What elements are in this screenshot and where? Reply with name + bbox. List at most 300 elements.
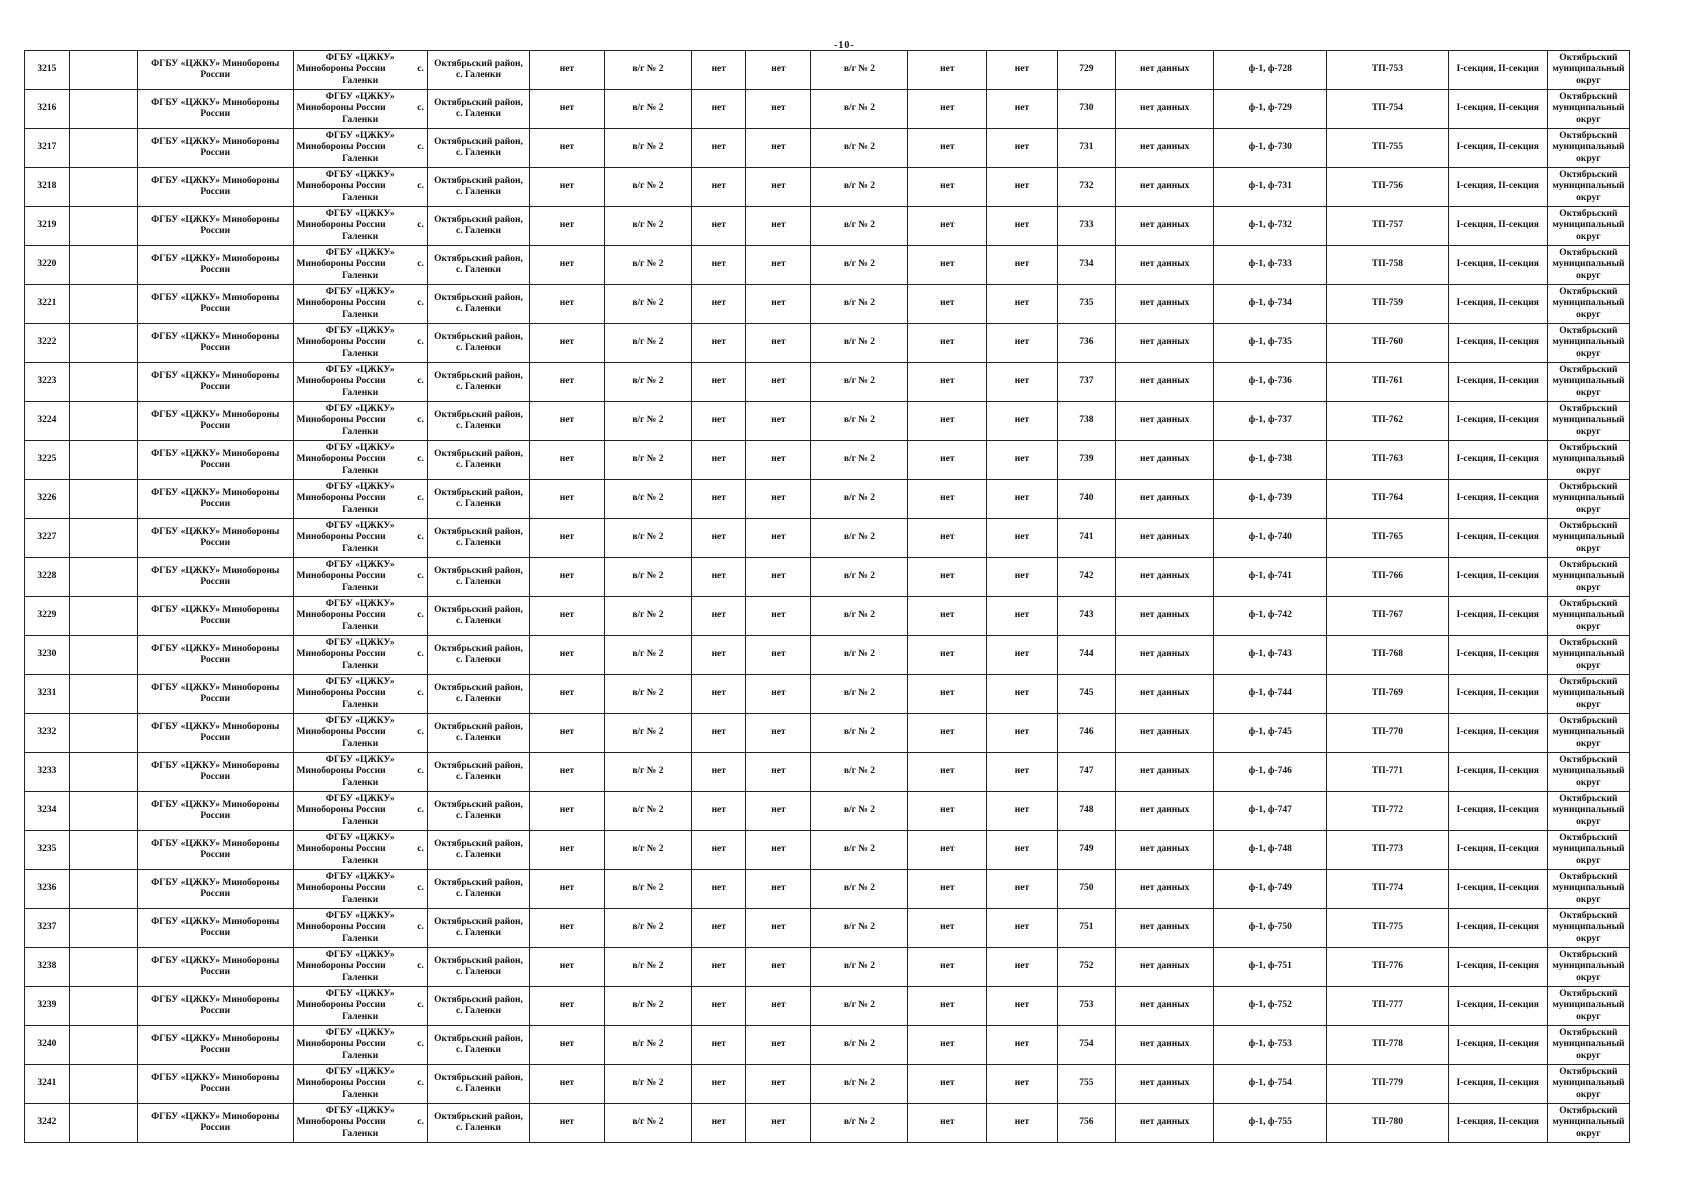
value-cell-8: нет [692, 714, 746, 753]
value-cell-11: нет [908, 987, 987, 1026]
value-cell-9: нет [746, 285, 811, 324]
owner-location-line3: Галенки [342, 153, 379, 164]
value-cell-8: нет [692, 480, 746, 519]
municipality-cell: Октябрьский муниципальный округ [1547, 519, 1629, 558]
owner-location-org: Минобороны России [296, 142, 386, 153]
value-cell-6: нет [530, 675, 605, 714]
empty-cell [69, 363, 137, 402]
empty-cell [69, 441, 137, 480]
row-number: 3230 [25, 636, 70, 675]
table-row [25, 1104, 1630, 1143]
substation-cell: ТП-759 [1327, 285, 1448, 324]
municipality-cell: Октябрьский муниципальный округ [1547, 363, 1629, 402]
municipality-cell: Октябрьский муниципальный округ [1547, 1065, 1629, 1104]
feeder-cell: ф-1, ф-738 [1214, 441, 1327, 480]
value-cell-6: нет [530, 597, 605, 636]
table-row [25, 831, 1630, 870]
empty-cell [69, 207, 137, 246]
value-cell-7: в/г № 2 [604, 1104, 691, 1143]
value-cell-6: нет [530, 909, 605, 948]
value-cell-11: нет [908, 285, 987, 324]
owner-location-line2 [297, 220, 424, 231]
municipality-cell: Октябрьский муниципальный округ [1547, 909, 1629, 948]
value-cell-8: нет [692, 1026, 746, 1065]
owner-location-line3: Галенки [342, 1050, 379, 1061]
address-cell: Октябрьский район, с. Галенки [427, 285, 529, 324]
owner-location-line1: ФГБУ «ЦЖКУ» [325, 443, 395, 454]
address-cell: Октябрьский район, с. Галенки [427, 870, 529, 909]
owner-location-cell [293, 441, 427, 480]
value-cell-8: нет [692, 1065, 746, 1104]
owner-cell: ФГБУ «ЦЖКУ» Минобороны России [137, 324, 293, 363]
value-cell-7: в/г № 2 [604, 519, 691, 558]
value-cell-11: нет [908, 597, 987, 636]
owner-location-org: Минобороны России [296, 259, 386, 270]
value-cell-9: нет [746, 51, 811, 90]
owner-location-cell [293, 636, 427, 675]
row-number: 3226 [25, 480, 70, 519]
owner-location-prefix: с. [417, 454, 424, 465]
value-cell-11: нет [908, 402, 987, 441]
value-cell-10: в/г № 2 [811, 753, 908, 792]
owner-location-prefix: с. [417, 961, 424, 972]
owner-cell: ФГБУ «ЦЖКУ» Минобороны России [137, 948, 293, 987]
row-number: 3218 [25, 168, 70, 207]
owner-location-line3: Галенки [342, 699, 379, 710]
owner-location-prefix: с. [417, 922, 424, 933]
feeder-cell: ф-1, ф-746 [1214, 753, 1327, 792]
feeder-cell: ф-1, ф-728 [1214, 51, 1327, 90]
owner-location-line3: Галенки [342, 621, 379, 632]
value-cell-11: нет [908, 1026, 987, 1065]
value-cell-10: в/г № 2 [811, 558, 908, 597]
value-cell-12: нет [987, 558, 1057, 597]
value-cell-11: нет [908, 324, 987, 363]
value-cell-10: в/г № 2 [811, 831, 908, 870]
value-cell-8: нет [692, 636, 746, 675]
owner-location-line3: Галенки [342, 738, 379, 749]
value-cell-12: нет [987, 870, 1057, 909]
owner-location-cell [293, 909, 427, 948]
owner-location-line3: Галенки [342, 465, 379, 476]
municipality-cell: Октябрьский муниципальный округ [1547, 129, 1629, 168]
owner-location-org: Минобороны России [296, 64, 386, 75]
feeder-cell: ф-1, ф-732 [1214, 207, 1327, 246]
value-cell-6: нет [530, 402, 605, 441]
owner-location-org: Минобороны России [296, 220, 386, 231]
empty-cell [69, 675, 137, 714]
empty-cell [69, 558, 137, 597]
section-cell: I-секция, II-секция [1448, 831, 1547, 870]
owner-cell: ФГБУ «ЦЖКУ» Минобороны России [137, 909, 293, 948]
section-cell: I-секция, II-секция [1448, 519, 1547, 558]
owner-location-line2 [297, 844, 424, 855]
substation-cell: ТП-757 [1327, 207, 1448, 246]
value-cell-12: нет [987, 168, 1057, 207]
owner-cell: ФГБУ «ЦЖКУ» Минобороны России [137, 519, 293, 558]
value-cell-9: нет [746, 753, 811, 792]
value-cell-7: в/г № 2 [604, 987, 691, 1026]
address-cell: Октябрьский район, с. Галенки [427, 441, 529, 480]
feeder-cell: ф-1, ф-740 [1214, 519, 1327, 558]
owner-location-prefix: с. [417, 532, 424, 543]
owner-location-line2 [297, 259, 424, 270]
empty-cell [69, 1026, 137, 1065]
empty-cell [69, 831, 137, 870]
value-cell-8: нет [692, 285, 746, 324]
value-cell-14: нет данных [1116, 987, 1214, 1026]
owner-location-prefix: с. [417, 688, 424, 699]
address-cell: Октябрьский район, с. Галенки [427, 480, 529, 519]
value-cell-9: нет [746, 246, 811, 285]
table-row [25, 909, 1630, 948]
owner-cell: ФГБУ «ЦЖКУ» Минобороны России [137, 168, 293, 207]
table-row [25, 870, 1630, 909]
value-cell-10: в/г № 2 [811, 51, 908, 90]
value-cell-11: нет [908, 168, 987, 207]
value-cell-13: 744 [1057, 636, 1116, 675]
value-cell-7: в/г № 2 [604, 168, 691, 207]
value-cell-7: в/г № 2 [604, 948, 691, 987]
value-cell-12: нет [987, 324, 1057, 363]
owner-location-org: Минобороны России [296, 1117, 386, 1128]
address-cell: Октябрьский район, с. Галенки [427, 753, 529, 792]
owner-location-line1: ФГБУ «ЦЖКУ» [325, 1028, 395, 1039]
value-cell-6: нет [530, 246, 605, 285]
value-cell-8: нет [692, 753, 746, 792]
value-cell-12: нет [987, 1104, 1057, 1143]
owner-location-prefix: с. [417, 298, 424, 309]
value-cell-12: нет [987, 792, 1057, 831]
value-cell-9: нет [746, 987, 811, 1026]
section-cell: I-секция, II-секция [1448, 51, 1547, 90]
owner-location-line3: Галенки [342, 426, 379, 437]
value-cell-14: нет данных [1116, 90, 1214, 129]
section-cell: I-секция, II-секция [1448, 948, 1547, 987]
substation-cell: ТП-776 [1327, 948, 1448, 987]
table-row [25, 792, 1630, 831]
value-cell-7: в/г № 2 [604, 51, 691, 90]
value-cell-11: нет [908, 90, 987, 129]
owner-location-org: Минобороны России [296, 805, 386, 816]
table-row [25, 51, 1630, 90]
substation-cell: ТП-778 [1327, 1026, 1448, 1065]
owner-location-line1: ФГБУ «ЦЖКУ» [325, 209, 395, 220]
value-cell-11: нет [908, 246, 987, 285]
owner-cell: ФГБУ «ЦЖКУ» Минобороны России [137, 597, 293, 636]
value-cell-10: в/г № 2 [811, 402, 908, 441]
section-cell: I-секция, II-секция [1448, 168, 1547, 207]
owner-location-line3: Галенки [342, 114, 379, 125]
owner-location-cell [293, 870, 427, 909]
municipality-cell: Октябрьский муниципальный округ [1547, 246, 1629, 285]
value-cell-6: нет [530, 168, 605, 207]
value-cell-12: нет [987, 480, 1057, 519]
owner-location-line3: Галенки [342, 972, 379, 983]
row-number: 3234 [25, 792, 70, 831]
value-cell-13: 742 [1057, 558, 1116, 597]
value-cell-9: нет [746, 792, 811, 831]
owner-location-line1: ФГБУ «ЦЖКУ» [325, 638, 395, 649]
value-cell-14: нет данных [1116, 519, 1214, 558]
row-number: 3220 [25, 246, 70, 285]
section-cell: I-секция, II-секция [1448, 246, 1547, 285]
value-cell-13: 740 [1057, 480, 1116, 519]
feeder-cell: ф-1, ф-739 [1214, 480, 1327, 519]
value-cell-13: 750 [1057, 870, 1116, 909]
municipality-cell: Октябрьский муниципальный округ [1547, 1104, 1629, 1143]
owner-location-line3: Галенки [342, 192, 379, 203]
municipality-cell: Октябрьский муниципальный округ [1547, 168, 1629, 207]
value-cell-11: нет [908, 909, 987, 948]
table-row [25, 636, 1630, 675]
owner-location-line1: ФГБУ «ЦЖКУ» [325, 950, 395, 961]
empty-cell [69, 90, 137, 129]
value-cell-13: 746 [1057, 714, 1116, 753]
value-cell-8: нет [692, 870, 746, 909]
value-cell-13: 729 [1057, 51, 1116, 90]
feeder-cell: ф-1, ф-750 [1214, 909, 1327, 948]
value-cell-10: в/г № 2 [811, 207, 908, 246]
owner-location-line3: Галенки [342, 348, 379, 359]
owner-location-prefix: с. [417, 376, 424, 387]
value-cell-12: нет [987, 90, 1057, 129]
value-cell-14: нет данных [1116, 129, 1214, 168]
value-cell-6: нет [530, 1065, 605, 1104]
value-cell-9: нет [746, 402, 811, 441]
owner-location-prefix: с. [417, 259, 424, 270]
owner-location-line2 [297, 337, 424, 348]
table-row [25, 597, 1630, 636]
owner-location-prefix: с. [417, 181, 424, 192]
value-cell-8: нет [692, 597, 746, 636]
value-cell-7: в/г № 2 [604, 831, 691, 870]
value-cell-7: в/г № 2 [604, 753, 691, 792]
row-number: 3223 [25, 363, 70, 402]
municipality-cell: Октябрьский муниципальный округ [1547, 324, 1629, 363]
value-cell-11: нет [908, 129, 987, 168]
municipality-cell: Октябрьский муниципальный округ [1547, 558, 1629, 597]
value-cell-9: нет [746, 90, 811, 129]
value-cell-10: в/г № 2 [811, 1065, 908, 1104]
value-cell-12: нет [987, 675, 1057, 714]
value-cell-6: нет [530, 324, 605, 363]
owner-location-line2 [297, 1000, 424, 1011]
value-cell-9: нет [746, 636, 811, 675]
owner-location-line1: ФГБУ «ЦЖКУ» [325, 1067, 395, 1078]
owner-cell: ФГБУ «ЦЖКУ» Минобороны России [137, 675, 293, 714]
value-cell-10: в/г № 2 [811, 246, 908, 285]
value-cell-9: нет [746, 363, 811, 402]
row-number: 3235 [25, 831, 70, 870]
value-cell-10: в/г № 2 [811, 324, 908, 363]
owner-location-prefix: с. [417, 142, 424, 153]
municipality-cell: Октябрьский муниципальный округ [1547, 480, 1629, 519]
owner-location-line1: ФГБУ «ЦЖКУ» [325, 989, 395, 1000]
value-cell-11: нет [908, 207, 987, 246]
value-cell-14: нет данных [1116, 831, 1214, 870]
owner-location-org: Минобороны России [296, 454, 386, 465]
owner-location-cell [293, 675, 427, 714]
row-number: 3240 [25, 1026, 70, 1065]
value-cell-6: нет [530, 285, 605, 324]
owner-cell: ФГБУ «ЦЖКУ» Минобороны России [137, 285, 293, 324]
section-cell: I-секция, II-секция [1448, 363, 1547, 402]
value-cell-6: нет [530, 441, 605, 480]
substation-cell: ТП-767 [1327, 597, 1448, 636]
owner-location-org: Минобороны России [296, 649, 386, 660]
value-cell-7: в/г № 2 [604, 675, 691, 714]
address-cell: Октябрьский район, с. Галенки [427, 558, 529, 597]
table-row [25, 714, 1630, 753]
substation-cell: ТП-755 [1327, 129, 1448, 168]
address-cell: Октябрьский район, с. Галенки [427, 1104, 529, 1143]
owner-location-line2 [297, 142, 424, 153]
address-cell: Октябрьский район, с. Галенки [427, 129, 529, 168]
feeder-cell: ф-1, ф-752 [1214, 987, 1327, 1026]
owner-location-line3: Галенки [342, 894, 379, 905]
value-cell-7: в/г № 2 [604, 636, 691, 675]
value-cell-7: в/г № 2 [604, 246, 691, 285]
owner-location-line3: Галенки [342, 1011, 379, 1022]
substation-cell: ТП-771 [1327, 753, 1448, 792]
value-cell-8: нет [692, 909, 746, 948]
empty-cell [69, 324, 137, 363]
owner-location-line2 [297, 1039, 424, 1050]
value-cell-10: в/г № 2 [811, 909, 908, 948]
feeder-cell: ф-1, ф-730 [1214, 129, 1327, 168]
feeder-cell: ф-1, ф-749 [1214, 870, 1327, 909]
owner-location-prefix: с. [417, 805, 424, 816]
value-cell-12: нет [987, 129, 1057, 168]
table-row [25, 558, 1630, 597]
owner-location-line1: ФГБУ «ЦЖКУ» [325, 248, 395, 259]
address-cell: Октябрьский район, с. Галенки [427, 207, 529, 246]
value-cell-8: нет [692, 948, 746, 987]
owner-location-line1: ФГБУ «ЦЖКУ» [325, 911, 395, 922]
owner-cell: ФГБУ «ЦЖКУ» Минобороны России [137, 753, 293, 792]
value-cell-13: 731 [1057, 129, 1116, 168]
value-cell-6: нет [530, 870, 605, 909]
value-cell-13: 751 [1057, 909, 1116, 948]
section-cell: I-секция, II-секция [1448, 753, 1547, 792]
table-row [25, 480, 1630, 519]
value-cell-8: нет [692, 402, 746, 441]
value-cell-7: в/г № 2 [604, 324, 691, 363]
feeder-cell: ф-1, ф-737 [1214, 402, 1327, 441]
address-cell: Октябрьский район, с. Галенки [427, 831, 529, 870]
value-cell-6: нет [530, 714, 605, 753]
owner-location-cell [293, 558, 427, 597]
value-cell-9: нет [746, 558, 811, 597]
value-cell-9: нет [746, 441, 811, 480]
owner-location-line1: ФГБУ «ЦЖКУ» [325, 92, 395, 103]
owner-location-cell [293, 168, 427, 207]
value-cell-14: нет данных [1116, 636, 1214, 675]
value-cell-11: нет [908, 51, 987, 90]
feeder-cell: ф-1, ф-729 [1214, 90, 1327, 129]
value-cell-11: нет [908, 636, 987, 675]
value-cell-14: нет данных [1116, 441, 1214, 480]
owner-location-prefix: с. [417, 610, 424, 621]
owner-location-org: Минобороны России [296, 493, 386, 504]
value-cell-10: в/г № 2 [811, 90, 908, 129]
section-cell: I-секция, II-секция [1448, 1026, 1547, 1065]
address-cell: Октябрьский район, с. Галенки [427, 324, 529, 363]
value-cell-7: в/г № 2 [604, 1026, 691, 1065]
value-cell-13: 748 [1057, 792, 1116, 831]
value-cell-14: нет данных [1116, 597, 1214, 636]
value-cell-7: в/г № 2 [604, 90, 691, 129]
owner-location-org: Минобороны России [296, 844, 386, 855]
value-cell-12: нет [987, 519, 1057, 558]
address-cell: Октябрьский район, с. Галенки [427, 51, 529, 90]
municipality-cell: Октябрьский муниципальный округ [1547, 948, 1629, 987]
value-cell-6: нет [530, 480, 605, 519]
row-number: 3239 [25, 987, 70, 1026]
substation-cell: ТП-761 [1327, 363, 1448, 402]
value-cell-9: нет [746, 519, 811, 558]
table-row [25, 402, 1630, 441]
owner-cell: ФГБУ «ЦЖКУ» Минобороны России [137, 90, 293, 129]
owner-location-line2 [297, 181, 424, 192]
empty-cell [69, 987, 137, 1026]
value-cell-8: нет [692, 168, 746, 207]
section-cell: I-секция, II-секция [1448, 207, 1547, 246]
owner-cell: ФГБУ «ЦЖКУ» Минобороны России [137, 51, 293, 90]
owner-location-org: Минобороны России [296, 1039, 386, 1050]
owner-location-line3: Галенки [342, 582, 379, 593]
value-cell-14: нет данных [1116, 246, 1214, 285]
value-cell-13: 753 [1057, 987, 1116, 1026]
empty-cell [69, 480, 137, 519]
value-cell-14: нет данных [1116, 714, 1214, 753]
municipality-cell: Октябрьский муниципальный округ [1547, 987, 1629, 1026]
value-cell-12: нет [987, 1065, 1057, 1104]
value-cell-7: в/г № 2 [604, 285, 691, 324]
row-number: 3215 [25, 51, 70, 90]
owner-location-line1: ФГБУ «ЦЖКУ» [325, 521, 395, 532]
address-cell: Октябрьский район, с. Галенки [427, 402, 529, 441]
value-cell-14: нет данных [1116, 324, 1214, 363]
owner-cell: ФГБУ «ЦЖКУ» Минобороны России [137, 246, 293, 285]
owner-cell: ФГБУ «ЦЖКУ» Минобороны России [137, 831, 293, 870]
value-cell-6: нет [530, 1104, 605, 1143]
value-cell-11: нет [908, 1104, 987, 1143]
owner-location-line1: ФГБУ «ЦЖКУ» [325, 404, 395, 415]
owner-cell: ФГБУ «ЦЖКУ» Минобороны России [137, 636, 293, 675]
feeder-cell: ф-1, ф-755 [1214, 1104, 1327, 1143]
value-cell-13: 752 [1057, 948, 1116, 987]
value-cell-10: в/г № 2 [811, 480, 908, 519]
section-cell: I-секция, II-секция [1448, 558, 1547, 597]
owner-location-prefix: с. [417, 220, 424, 231]
value-cell-12: нет [987, 831, 1057, 870]
value-cell-6: нет [530, 1026, 605, 1065]
value-cell-13: 736 [1057, 324, 1116, 363]
section-cell: I-секция, II-секция [1448, 714, 1547, 753]
substation-cell: ТП-766 [1327, 558, 1448, 597]
feeder-cell: ф-1, ф-741 [1214, 558, 1327, 597]
owner-location-line2 [297, 961, 424, 972]
owner-location-line3: Галенки [342, 231, 379, 242]
owner-location-line2 [297, 1117, 424, 1128]
owner-location-line2 [297, 298, 424, 309]
value-cell-14: нет данных [1116, 948, 1214, 987]
section-cell: I-секция, II-секция [1448, 480, 1547, 519]
value-cell-12: нет [987, 948, 1057, 987]
owner-location-line3: Галенки [342, 777, 379, 788]
